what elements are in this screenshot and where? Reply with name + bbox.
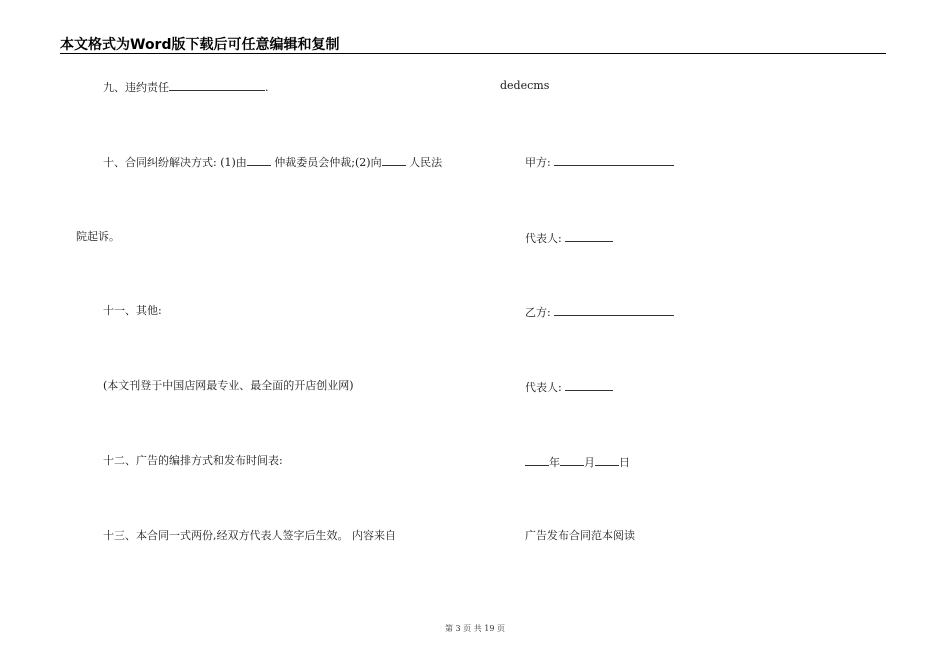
rep-b-line: [525, 379, 613, 395]
rep-a-blank: [565, 230, 613, 242]
rep-b-label: 代表人:: [525, 381, 562, 394]
arbitration-blank: [247, 154, 271, 166]
party-a-line: [525, 154, 674, 170]
clause-9-label: 九、违约责任: [103, 81, 169, 94]
clause-9-blank: [169, 79, 265, 91]
clause-10-end: 人民法: [409, 156, 443, 169]
header-divider: [60, 53, 886, 54]
date-year-label: 年: [549, 456, 560, 469]
document-title-text: 广告发布合同范本阅读: [525, 529, 635, 542]
clause-10-label: 十、合同纠纷解决方式: (1)由: [103, 156, 247, 169]
rep-a-label: 代表人:: [525, 232, 562, 245]
date-month-label: 月: [584, 456, 595, 469]
party-b-line: [525, 304, 674, 320]
clause-9-end: .: [265, 81, 269, 94]
year-blank: [525, 454, 549, 466]
clause-12: 十二、广告的编排方式和发布时间表:: [103, 454, 283, 467]
clause-13: 十三、本合同一式两份,经双方代表人签字后生效。 内容来自: [103, 529, 396, 542]
watermark-text: dedecms: [500, 79, 550, 92]
clause-11: 十一、其他:: [103, 304, 162, 317]
party-b-blank: [554, 304, 674, 316]
date-line: [525, 454, 630, 470]
clause-9: [103, 79, 269, 95]
day-blank: [595, 454, 619, 466]
rep-a-line: [525, 230, 613, 246]
clause-10-mid: 仲裁委员会仲裁;(2)向: [274, 156, 382, 169]
rep-b-blank: [565, 379, 613, 391]
month-blank: [560, 454, 584, 466]
party-b-label: 乙方:: [525, 306, 551, 319]
date-day-label: 日: [619, 456, 630, 469]
clause-10-continuation: 院起诉。: [76, 230, 120, 243]
page-number: 第 3 页 共 19 页: [445, 624, 505, 633]
party-a-label: 甲方:: [525, 156, 551, 169]
court-blank: [382, 154, 406, 166]
clause-11-note: (本文刊登于中国店网最专业、最全面的开店创业网): [103, 379, 354, 392]
party-a-blank: [554, 154, 674, 166]
document-header-title: 本文格式为Word版下载后可任意编辑和复制: [60, 37, 340, 53]
clause-10: [103, 154, 442, 170]
